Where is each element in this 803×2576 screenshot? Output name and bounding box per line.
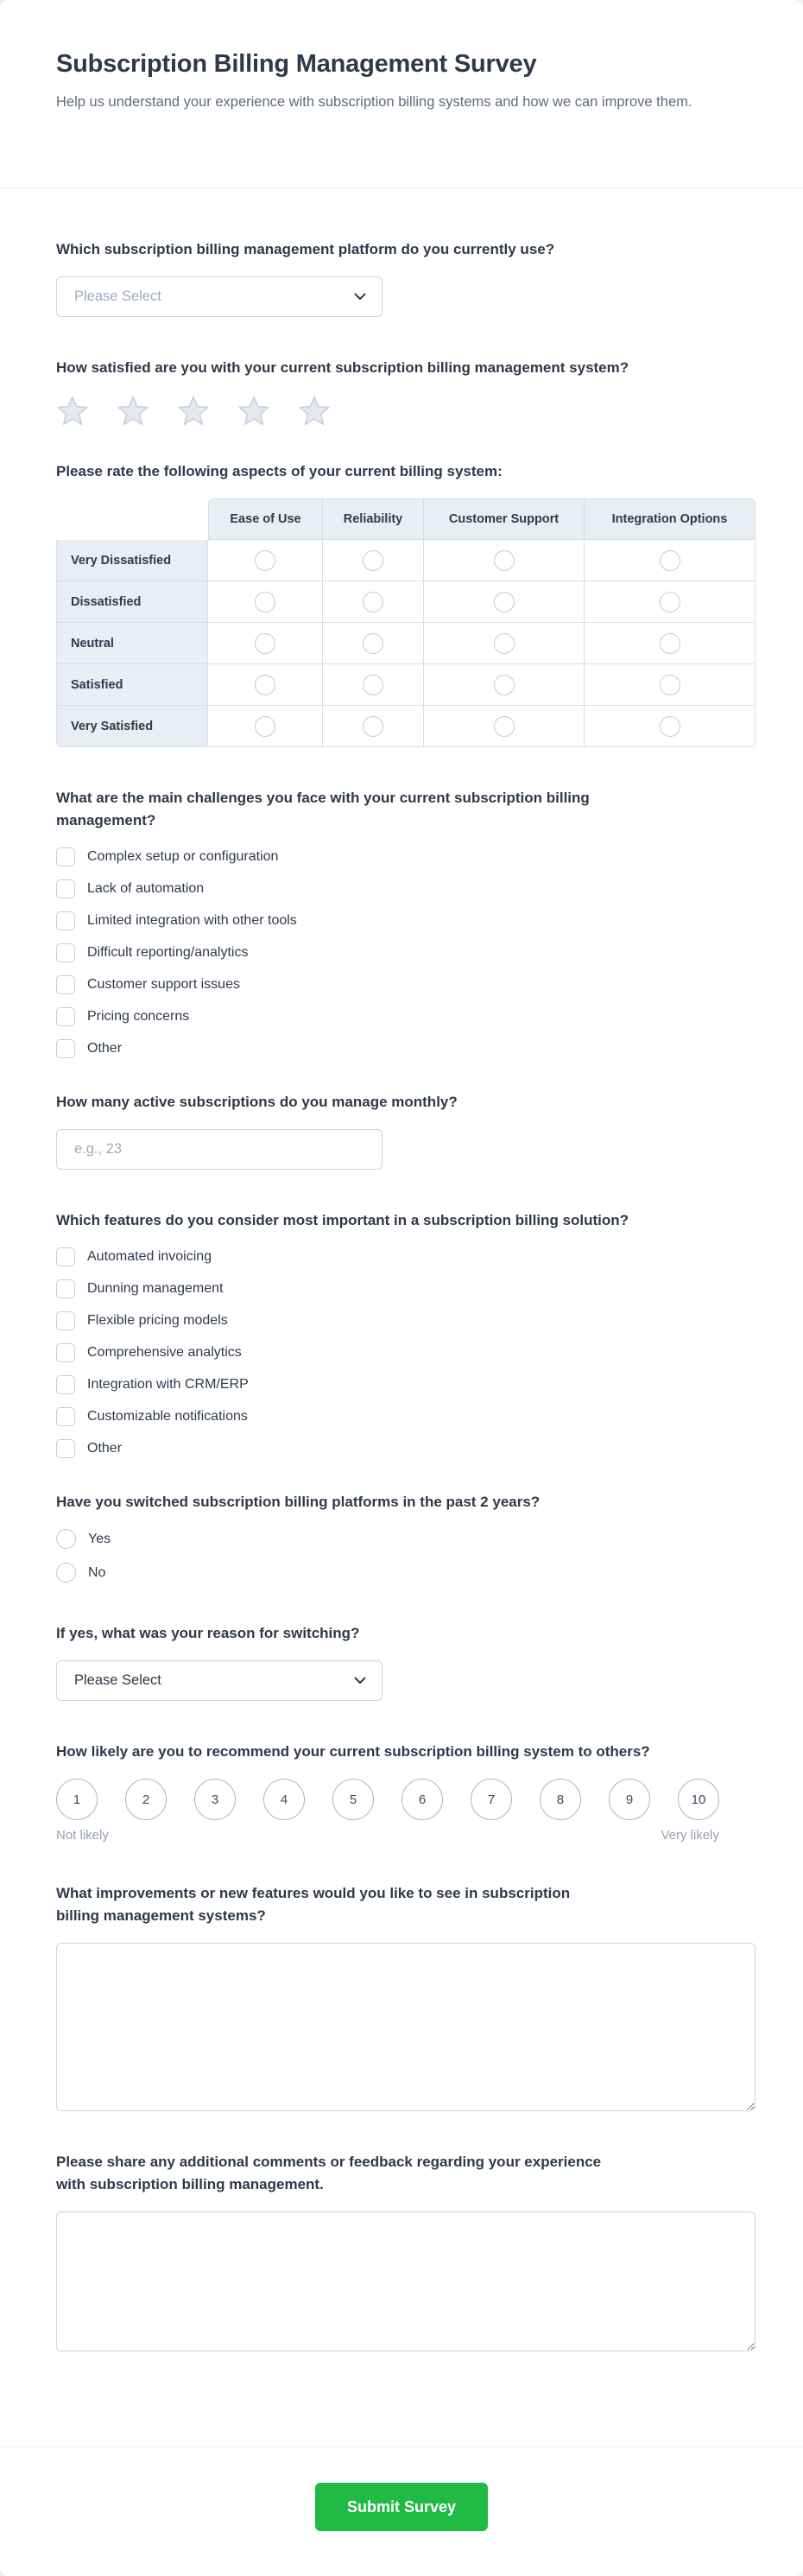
matrix-radio[interactable] (494, 550, 515, 571)
question-satisfaction (56, 357, 756, 428)
option-label: Dunning management (87, 1281, 224, 1296)
option-label: No (88, 1564, 106, 1580)
question-label: Please share any additional comments or feedback regarding your experience with subscription billing management. (56, 2154, 602, 2192)
question-active-subscriptions (56, 1091, 756, 1170)
question-label: Have you switched subscription billing platforms in the past 2 years? (56, 1494, 541, 1510)
option-label: Other (87, 1041, 123, 1056)
question-comments (56, 2151, 756, 2351)
checkbox[interactable] (56, 911, 75, 930)
nps-option[interactable]: 6 (402, 1779, 443, 1820)
matrix-row (56, 540, 756, 581)
star-icon[interactable] (177, 395, 210, 428)
matrix-radio[interactable] (363, 550, 383, 571)
page-subtitle: Help us understand your experience with subscription billing systems and how we can improve them. (56, 94, 692, 110)
survey-header (0, 0, 803, 188)
matrix-radio[interactable] (363, 592, 383, 612)
option-label: Other (87, 1441, 123, 1456)
matrix-column-header: Ease of Use (208, 498, 323, 540)
submit-survey-button[interactable]: Submit Survey (315, 2483, 488, 2531)
question-switched (56, 1491, 756, 1583)
star-rating (56, 395, 756, 428)
matrix-row (56, 623, 756, 664)
matrix-radio[interactable] (494, 675, 515, 695)
checkbox-option (56, 847, 756, 866)
matrix-row (56, 664, 756, 706)
option-label: Comprehensive analytics (87, 1345, 242, 1360)
matrix-column-header: Customer Support (424, 498, 585, 540)
option-label: Customer support issues (87, 977, 240, 992)
matrix-row (56, 581, 756, 623)
matrix-radio[interactable] (363, 716, 383, 737)
matrix-radio[interactable] (660, 550, 680, 571)
question-label: What improvements or new features would you like to see in subscription billing management systems? (56, 1885, 571, 1924)
page-title: Subscription Billing Management Survey (56, 50, 537, 78)
matrix-corner-cell (56, 498, 208, 540)
switch-reason-select[interactable] (56, 1660, 383, 1701)
checkbox-option (56, 1375, 756, 1394)
matrix-row-label: Satisfied (56, 664, 208, 706)
radio[interactable] (56, 1563, 76, 1583)
checkbox-option (56, 975, 756, 994)
checkbox-option (56, 879, 756, 898)
checkbox[interactable] (56, 1439, 75, 1458)
star-icon[interactable] (298, 395, 331, 428)
option-label: Lack of automation (87, 881, 205, 896)
radio-group-switched (56, 1529, 756, 1583)
option-label: Limited integration with other tools (87, 913, 297, 928)
star-icon[interactable] (117, 395, 149, 428)
nps-option[interactable]: 7 (471, 1779, 512, 1820)
matrix-radio[interactable] (494, 592, 515, 612)
question-improvements (56, 1882, 756, 2111)
matrix-radio[interactable] (363, 675, 383, 695)
option-label: Pricing concerns (87, 1009, 190, 1024)
checkbox[interactable] (56, 847, 75, 866)
star-icon[interactable] (237, 395, 270, 428)
option-label: Customizable notifications (87, 1409, 248, 1424)
nps-min-label: Not likely (56, 1828, 109, 1843)
platform-select[interactable] (56, 276, 383, 317)
checkbox[interactable] (56, 1311, 75, 1330)
checkbox[interactable] (56, 879, 75, 898)
question-label: If yes, what was your reason for switching? (56, 1625, 360, 1641)
checkbox-option (56, 1247, 756, 1266)
matrix-radio[interactable] (255, 633, 275, 654)
question-label: Please rate the following aspects of your current billing system: (56, 463, 503, 479)
question-label: Which subscription billing management platform do you currently use? (56, 241, 555, 257)
question-recommend (56, 1741, 756, 1843)
nps-option[interactable]: 4 (263, 1779, 305, 1820)
option-label: Yes (88, 1531, 111, 1546)
nps-option[interactable]: 9 (609, 1779, 650, 1820)
comments-textarea[interactable] (56, 2211, 756, 2351)
nps-option[interactable]: 2 (125, 1779, 167, 1820)
checkbox[interactable] (56, 1375, 75, 1394)
checkbox[interactable] (56, 1247, 75, 1266)
checkbox-option (56, 911, 756, 930)
matrix-radio[interactable] (660, 592, 680, 612)
question-label: Which features do you consider most important in a subscription billing solution? (56, 1212, 629, 1228)
matrix-row-label: Dissatisfied (56, 581, 208, 623)
checkbox-option (56, 1039, 756, 1058)
nps-option[interactable]: 5 (332, 1779, 374, 1820)
checkbox[interactable] (56, 1279, 75, 1298)
matrix-radio[interactable] (494, 716, 515, 737)
checkbox[interactable] (56, 1407, 75, 1426)
checkbox-option (56, 1407, 756, 1426)
survey-form (0, 188, 803, 2351)
radio-option (56, 1563, 756, 1583)
option-label: Flexible pricing models (87, 1313, 228, 1328)
improvements-textarea[interactable] (56, 1943, 756, 2111)
nps-end-labels (56, 1828, 719, 1843)
checkbox[interactable] (56, 943, 75, 962)
nps-option[interactable]: 8 (540, 1779, 581, 1820)
question-label: What are the main challenges you face with your current subscription billing management? (56, 790, 590, 828)
checkbox-group-features (56, 1247, 756, 1458)
nps-option[interactable]: 10 (678, 1779, 719, 1820)
checkbox-option (56, 1279, 756, 1298)
nps-option[interactable]: 1 (56, 1779, 98, 1820)
option-label: Automated invoicing (87, 1249, 212, 1264)
question-label: How likely are you to recommend your current subscription billing system to others? (56, 1743, 650, 1760)
radio[interactable] (56, 1529, 76, 1549)
form-footer (0, 2446, 803, 2576)
nps-scale (56, 1779, 756, 1820)
select-value: Please Select (74, 1672, 161, 1688)
radio-option (56, 1529, 756, 1549)
matrix-column-header: Integration Options (585, 498, 756, 540)
option-label: Complex setup or configuration (87, 849, 279, 864)
matrix-radio[interactable] (660, 716, 680, 737)
checkbox-option (56, 1439, 756, 1458)
checkbox-option (56, 943, 756, 962)
checkbox[interactable] (56, 1343, 75, 1362)
nps-max-label: Very likely (661, 1828, 719, 1843)
checkbox[interactable] (56, 975, 75, 994)
question-challenges (56, 787, 756, 1058)
matrix-row (56, 706, 756, 747)
matrix-row-label: Neutral (56, 623, 208, 664)
matrix-row-label: Very Dissatisfied (56, 540, 208, 581)
nps-option[interactable]: 3 (194, 1779, 236, 1820)
matrix-radio[interactable] (255, 592, 275, 612)
checkbox-option (56, 1343, 756, 1362)
matrix-radio[interactable] (363, 633, 383, 654)
checkbox-option (56, 1311, 756, 1330)
active-subscriptions-input[interactable] (56, 1129, 383, 1170)
matrix-radio[interactable] (255, 550, 275, 571)
option-label: Difficult reporting/analytics (87, 945, 249, 960)
question-aspects-matrix (56, 460, 756, 747)
checkbox-group-challenges (56, 847, 756, 1058)
option-label: Integration with CRM/ERP (87, 1377, 249, 1392)
question-switch-reason (56, 1622, 756, 1701)
checkbox[interactable] (56, 1007, 75, 1026)
checkbox-option (56, 1007, 756, 1026)
matrix-radio[interactable] (255, 675, 275, 695)
checkbox[interactable] (56, 1039, 75, 1058)
matrix-radio[interactable] (255, 716, 275, 737)
chevron-down-icon (354, 289, 366, 305)
select-placeholder: Please Select (74, 289, 161, 304)
matrix-radio[interactable] (660, 675, 680, 695)
question-label: How satisfied are you with your current subscription billing management system? (56, 359, 629, 376)
matrix-row-label: Very Satisfied (56, 706, 208, 747)
question-platform (56, 238, 756, 317)
matrix-radio[interactable] (660, 633, 680, 654)
chevron-down-icon (354, 1673, 366, 1689)
question-features (56, 1209, 756, 1458)
matrix-column-header: Reliability (323, 498, 424, 540)
star-icon[interactable] (56, 395, 89, 428)
question-label: How many active subscriptions do you manage monthly? (56, 1094, 458, 1110)
rating-matrix (56, 498, 756, 747)
matrix-radio[interactable] (494, 633, 515, 654)
